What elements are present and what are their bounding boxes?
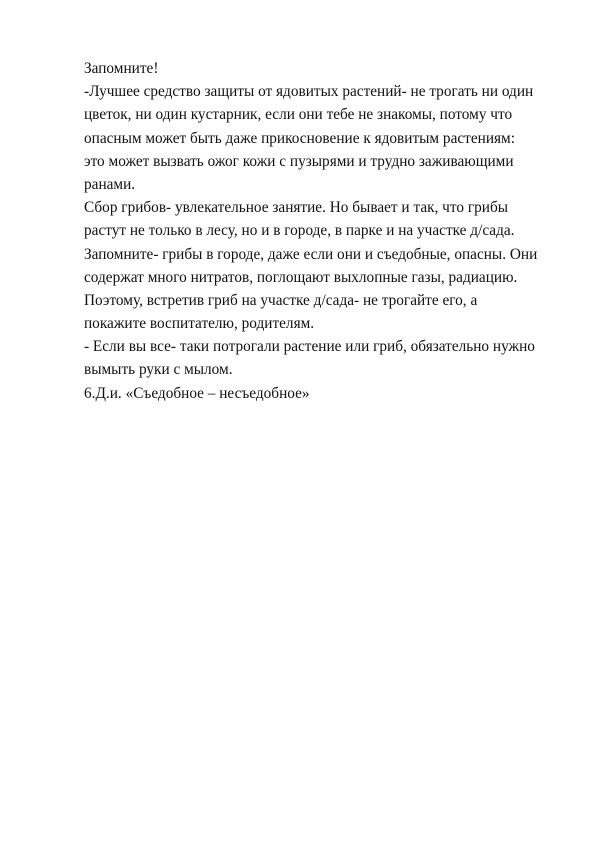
game-title-line: 6.Д.и. «Съедобное – несъедобное» (84, 384, 310, 402)
text-line: вымыть руки с мылом. (84, 361, 233, 379)
document-text (84, 57, 564, 405)
text-line: Сбор грибов- увлекательное занятие. Но бывает и так, что грибы (84, 199, 509, 217)
text-line-heading: Запомните! (84, 60, 159, 77)
text-line: цветок, ни один кустарник, если они тебе не знакомы, потому что (84, 106, 513, 124)
text-line: -Лучшее средство защиты от ядовитых растений- не трогать ни один (84, 83, 534, 101)
text-line: растут не только в лесу, но и в городе, в парке и на участке д/сада. (84, 222, 515, 240)
text-line: содержат много нитратов, поглощают выхлопные газы, радиацию. (84, 268, 518, 286)
text-line: опасным может быть даже прикосновение к ядовитым растениям: (84, 129, 515, 147)
text-line: Запомните- грибы в городе, даже если они и съедобные, опасны. Они (84, 245, 538, 263)
text-line: ранами. (84, 175, 136, 193)
text-line: Поэтому, встретив гриб на участке д/сада- не трогайте его, а (84, 291, 478, 309)
text-line: это может вызвать ожог кожи с пузырями и трудно заживающими (84, 152, 514, 170)
text-line: - Если вы все- таки потрогали растение или гриб, обязательно нужно (84, 338, 535, 356)
text-line: покажите воспитателю, родителям. (84, 315, 315, 333)
